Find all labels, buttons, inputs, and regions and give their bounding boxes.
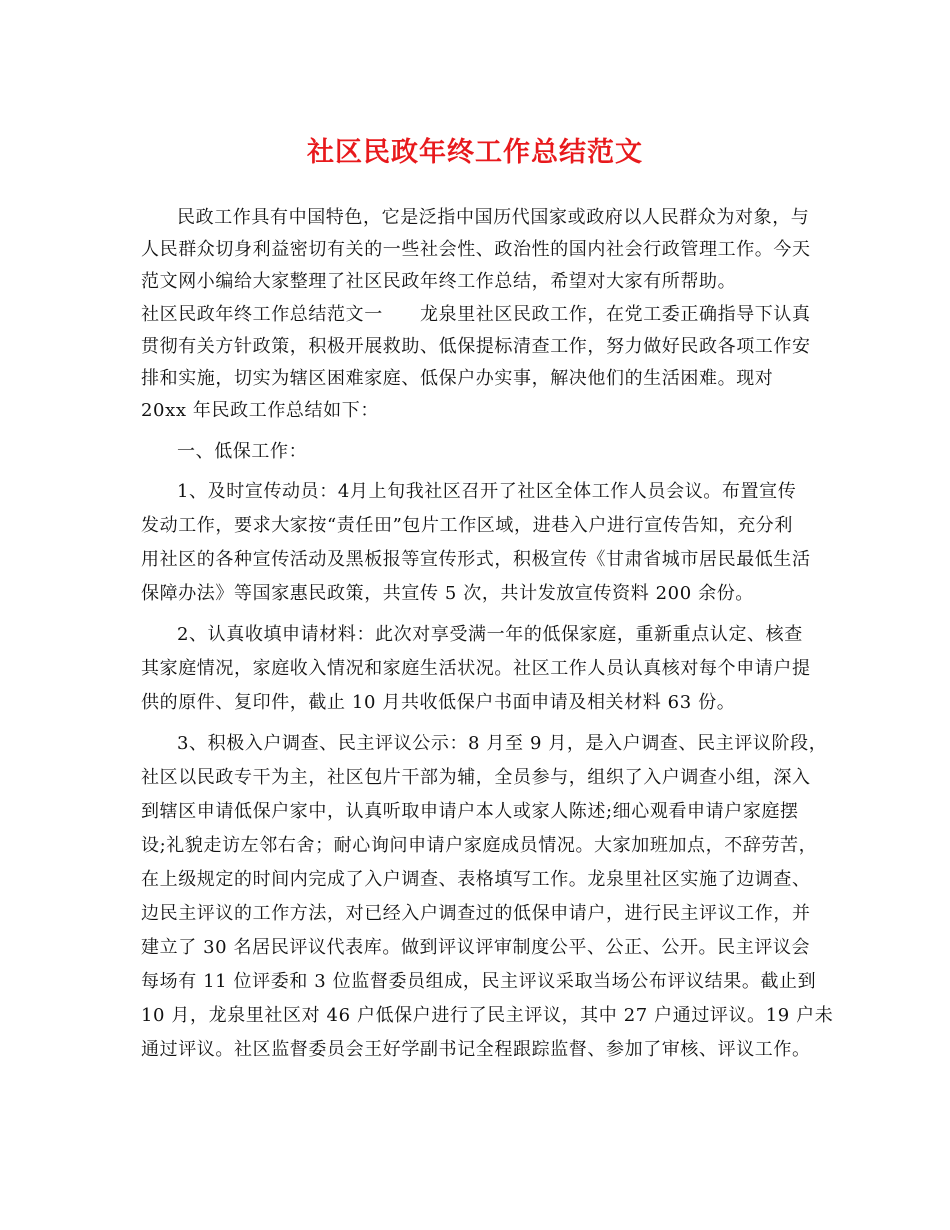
paragraph-line: 通过评议。社区监督委员会王好学副书记全程跟踪监督、参加了审核、评议工作。 — [141, 1039, 811, 1060]
paragraph-line: 供的原件、复印件，截止 10 月共收低保户书面申请及相关材料 63 份。 — [141, 692, 736, 713]
paragraph-line: 排和实施，切实为辖区困难家庭、低保户办实事，解决他们的生活困难。现对 — [141, 368, 774, 389]
paragraph-line: 其家庭情况，家庭收入情况和家庭生活状况。社区工作人员认真核对每个申请户提 — [141, 658, 811, 679]
paragraph-line: 用社区的各种宣传活动及黑板报等宣传形式，积极宣传《甘肃省城市居民最低生活 — [141, 549, 811, 570]
section-heading: 一、低保工作： — [177, 441, 308, 462]
paragraph-line: 到辖区申请低保户家中，认真听取申请户本人或家人陈述;细心观看申请户家庭摆 — [141, 801, 799, 822]
paragraph-line: 贯彻有关方针政策，积极开展救助、低保提标清查工作，努力做好民政各项工作安 — [141, 336, 811, 357]
paragraph-line: 社区民政年终工作总结范文一 龙泉里社区民政工作，在党工委正确指导下认真 — [141, 304, 811, 325]
paragraph-line: 边民主评议的工作方法，对已经入户调查过的低保申请户，进行民主评议工作，并 — [141, 903, 811, 924]
document-title: 社区民政年终工作总结范文 — [307, 137, 643, 168]
paragraph-line: 20xx 年民政工作总结如下： — [141, 400, 379, 421]
paragraph-line: 3、积极入户调查、民主评议公示：8 月至 9 月，是入户调查、民主评议阶段， — [177, 733, 828, 754]
paragraph-line: 2、认真收填申请材料：此次对享受满一年的低保家庭，重新重点认定、核查 — [177, 624, 803, 645]
paragraph-line: 每场有 11 位评委和 3 位监督委员组成，民主评议采取当场公布评议结果。截止到 — [141, 971, 817, 992]
paragraph-line: 1、及时宣传动员：4月上旬我社区召开了社区全体工作人员会议。布置宣传 — [177, 481, 797, 502]
paragraph-line: 设;礼貌走访左邻右舍；耐心询问申请户家庭成员情况。大家加班加点，不辞劳苦， — [141, 835, 818, 856]
paragraph-line: 民政工作具有中国特色，它是泛指中国历代国家或政府以人民群众为对象，与 — [177, 207, 810, 228]
paragraph-line: 保障办法》等国家惠民政策，共宣传 5 次，共计发放宣传资料 200 余份。 — [141, 583, 754, 604]
paragraph-line: 10 月，龙泉里社区对 46 户低保户进行了民主评议，其中 27 户通过评议。19 户未 — [141, 1005, 834, 1026]
paragraph-line: 范文网小编给大家整理了社区民政年终工作总结，希望对大家有所帮助。 — [141, 271, 737, 292]
paragraph-line: 建立了 30 名居民评议代表库。做到评议评审制度公平、公正、公开。民主评议会 — [141, 937, 811, 958]
paragraph-line: 人民群众切身利益密切有关的一些社会性、政治性的国内社会行政管理工作。今天 — [141, 239, 811, 260]
paragraph-line: 发动工作，要求大家按“责任田”包片工作区域，进巷入户进行宣传告知，充分利 — [141, 515, 794, 536]
paragraph-line: 社区以民政专干为主，社区包片干部为辅，全员参与，组织了入户调查小组，深入 — [141, 767, 811, 788]
paragraph-line: 在上级规定的时间内完成了入户调查、表格填写工作。龙泉里社区实施了边调查、 — [141, 869, 811, 890]
